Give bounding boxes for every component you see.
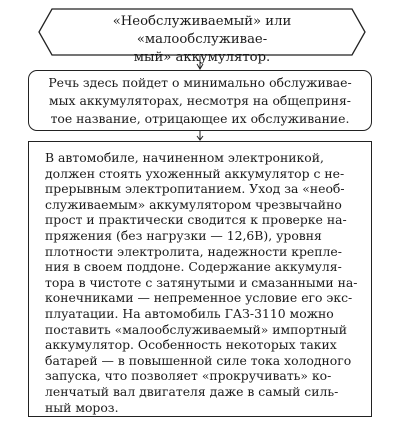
body-text: В автомобиле, начиненном электроникой, должен стоять ухоженный аккумулятор с не- прерывным электропитанием. Уход за «необ- служиваемым» аккумулятором чрезвычайно прост и практически сводится к проверке на- пряжения (без нагрузки — 12,6В), уровня плотности электролита, надежности крепле- ния в своем поддоне. Содержание аккумуля- тора в чистоте с затянутыми и смазанными на- конечниками — непременное условие его экс- плуатации. На автомобиль ГАЗ-3110 можно поставить «малообслуживаемый» импортный аккумулятор. Особенность некоторых таких батарей — в повышенной силе тока холодного запуска, что позволяет «прокручивать» ко- ленчатый вал двигателя даже в самый силь- ный мороз. — [45, 150, 358, 415]
body-block — [28, 141, 372, 417]
intro-block — [28, 70, 372, 131]
title-text: «Необслуживаемый» или «малообслуживае- мый» аккумулятор. — [112, 14, 292, 65]
title-block — [38, 8, 366, 65]
intro-text: Речь здесь пойдет о минимально обслуживае- мых аккумуляторах, несмотря на общеприня- тое название, отрицающее их обслуживание. — [48, 75, 352, 126]
